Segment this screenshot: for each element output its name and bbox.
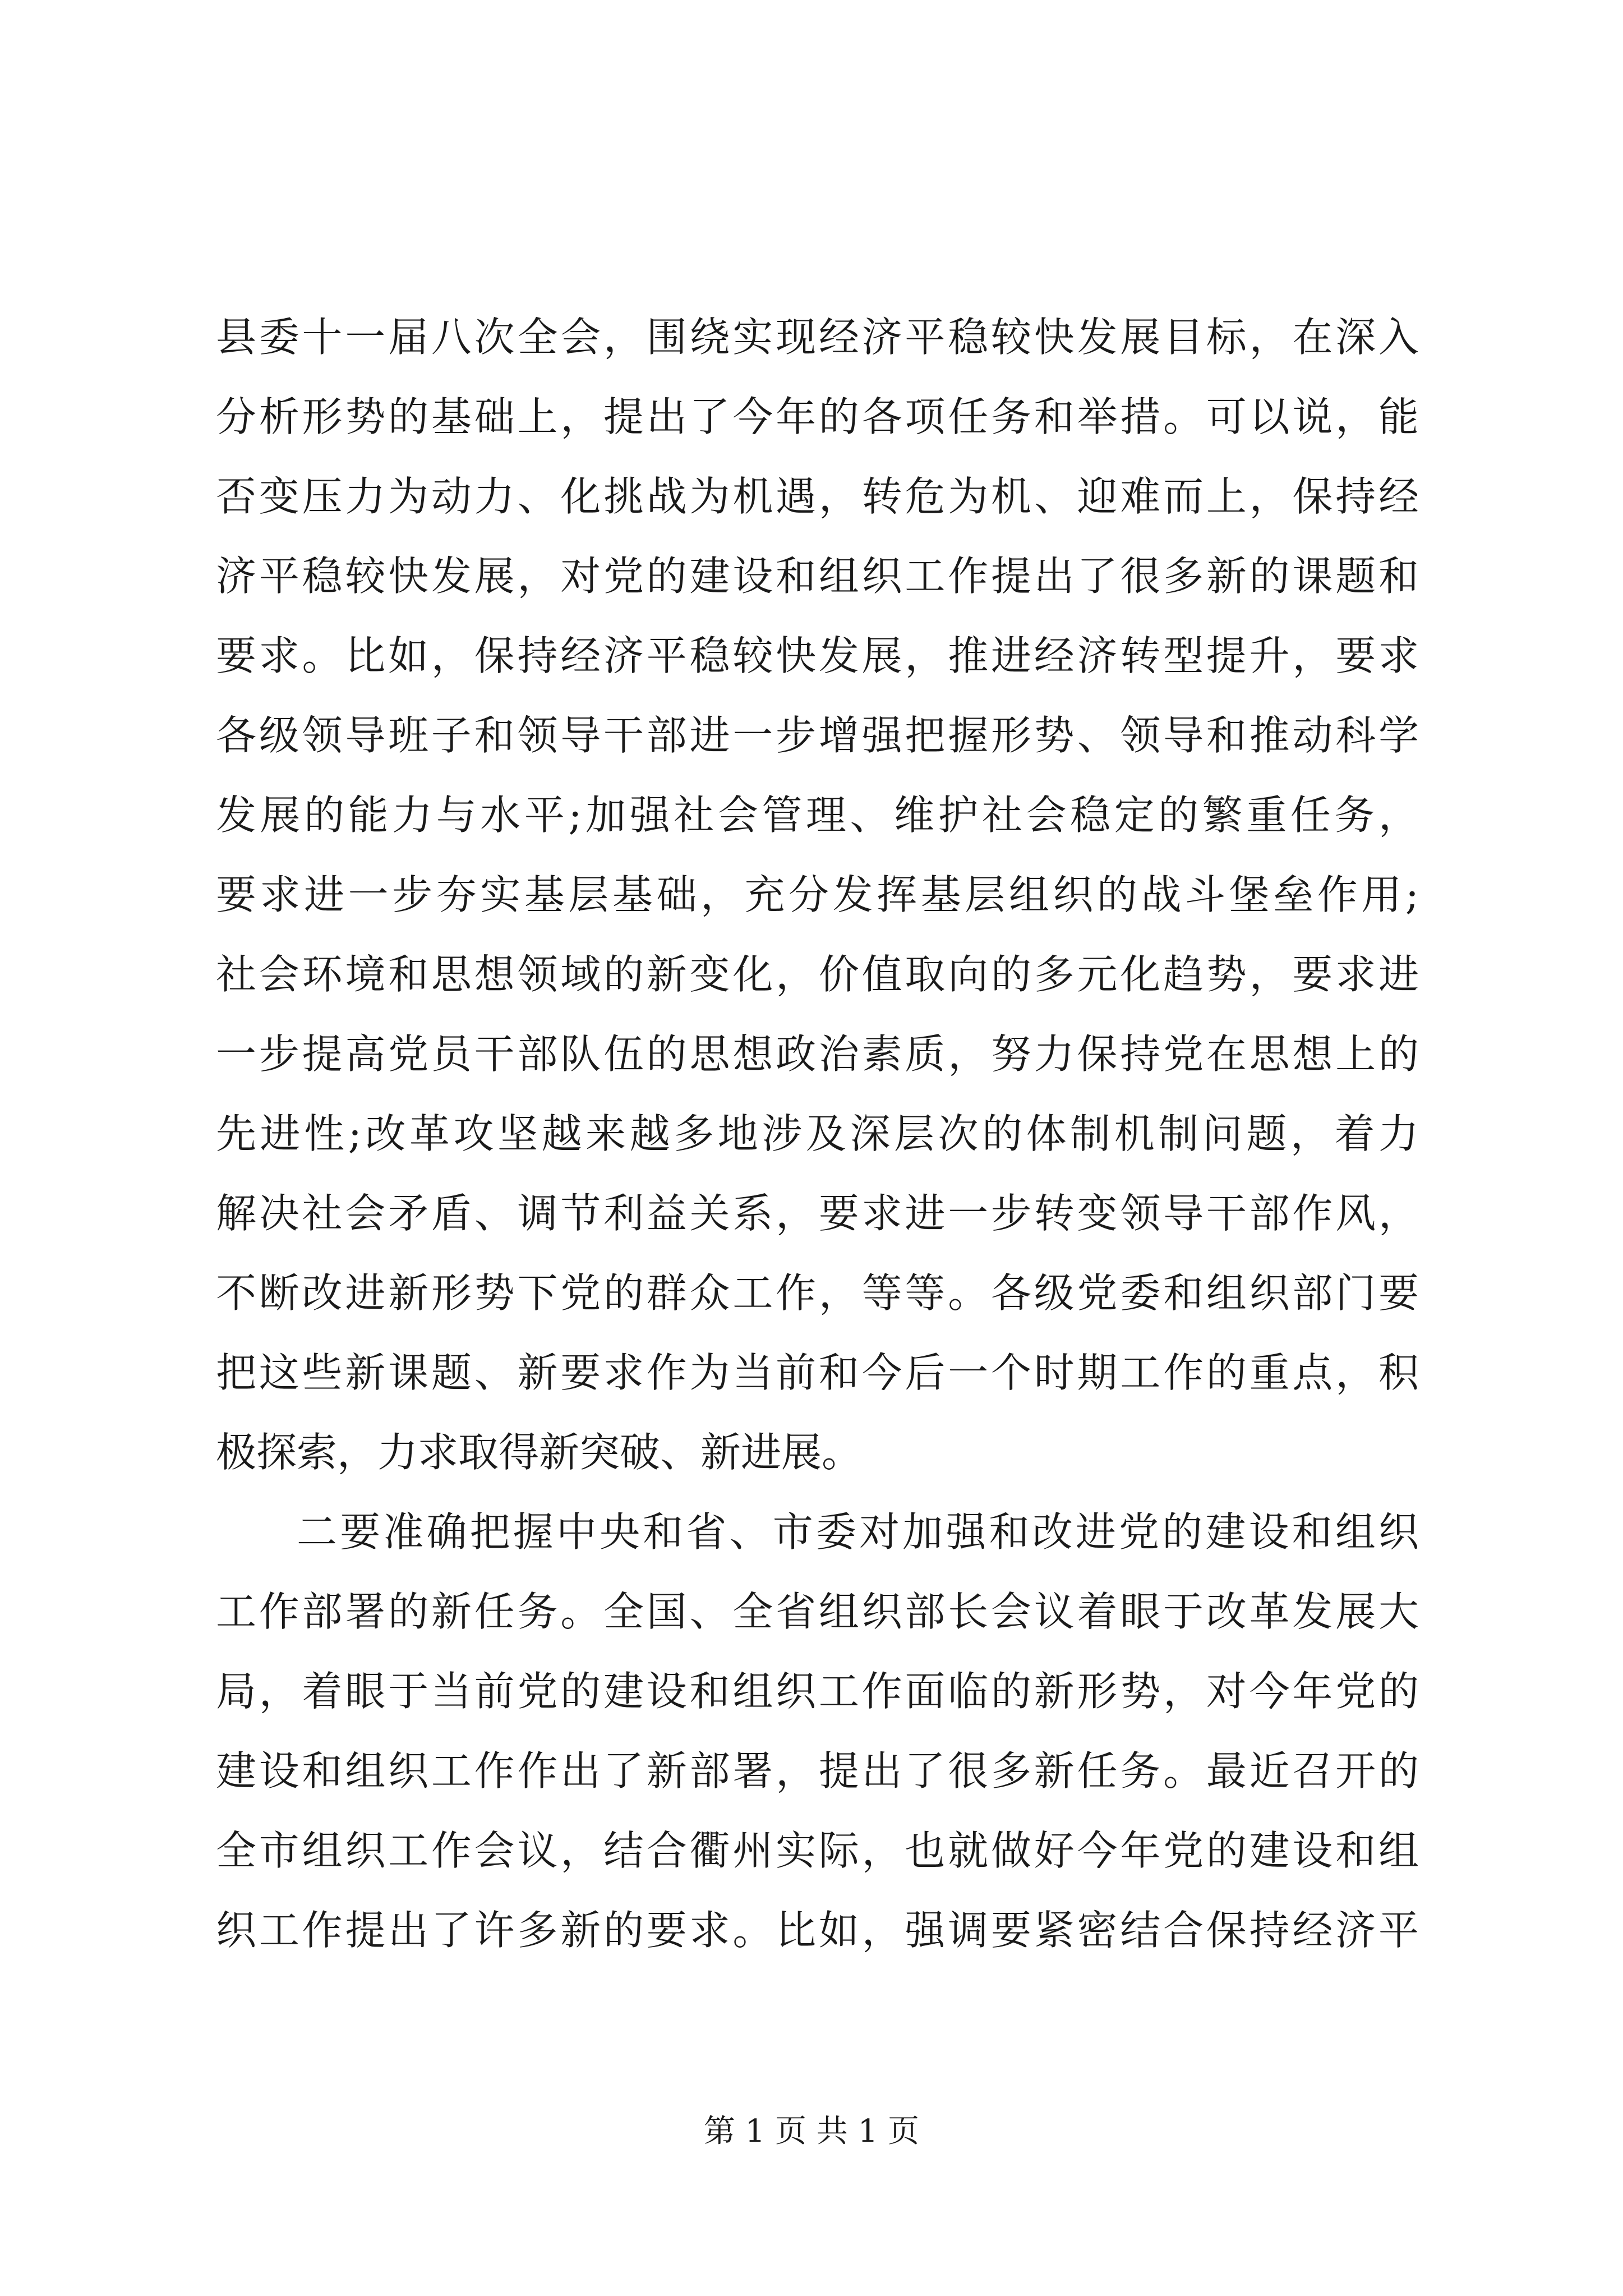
- text-line: 否变压力为动力、化挑战为机遇，转危为机、迎难而上，保持经: [216, 473, 1419, 520]
- text-line: 要求。比如，保持经济平稳较快发展，推进经济转型提升，要求: [216, 632, 1419, 679]
- paragraph-first-line: 二要准确把握中央和省、市委对加强和改进党的建设和组织: [297, 1508, 1419, 1556]
- text-line: 分析形势的基础上，提出了今年的各项任务和举措。可以说，能: [216, 393, 1419, 440]
- text-line: 解决社会矛盾、调节利益关系，要求进一步转变领导干部作风，: [216, 1190, 1419, 1237]
- text-line: 发展的能力与水平;加强社会管理、维护社会稳定的繁重任务，: [216, 792, 1419, 839]
- text-line: 工作部署的新任务。全国、全省组织部长会议着眼于改革发展大: [216, 1588, 1419, 1635]
- text-line: 济平稳较快发展，对党的建设和组织工作提出了很多新的课题和: [216, 553, 1419, 600]
- text-line: 不断改进新形势下党的群众工作，等等。各级党委和组织部门要: [216, 1269, 1419, 1317]
- text-line: 一步提高党员干部队伍的思想政治素质，努力保持党在思想上的: [216, 1030, 1419, 1078]
- text-line: 县委十一届八次全会，围绕实现经济平稳较快发展目标，在深入: [216, 314, 1419, 361]
- page-number: 第 1 页 共 1 页: [703, 2113, 920, 2150]
- page-footer: [0, 2112, 1623, 2151]
- text-line: 织工作提出了许多新的要求。比如，强调要紧密结合保持经济平: [216, 1907, 1419, 1954]
- text-line: 建设和组织工作作出了新部署，提出了很多新任务。最近召开的: [216, 1747, 1419, 1795]
- body-text: [216, 297, 1419, 1970]
- paragraph-end-line: 极探索，力求取得新突破、新进展。: [216, 1429, 863, 1476]
- text-line: 要求进一步夯实基层基础，充分发挥基层组织的战斗堡垒作用;: [216, 871, 1419, 918]
- text-line: 全市组织工作会议，结合衢州实际，也就做好今年党的建设和组: [216, 1827, 1419, 1874]
- text-line: 各级领导班子和领导干部进一步增强把握形势、领导和推动科学: [216, 712, 1419, 759]
- text-line: 社会环境和思想领域的新变化，价值取向的多元化趋势，要求进: [216, 951, 1419, 998]
- text-line: 把这些新课题、新要求作为当前和今后一个时期工作的重点，积: [216, 1349, 1419, 1396]
- text-line: 先进性;改革攻坚越来越多地涉及深层次的体制机制问题，着力: [216, 1110, 1419, 1157]
- text-line: 局，着眼于当前党的建设和组织工作面临的新形势，对今年党的: [216, 1668, 1419, 1715]
